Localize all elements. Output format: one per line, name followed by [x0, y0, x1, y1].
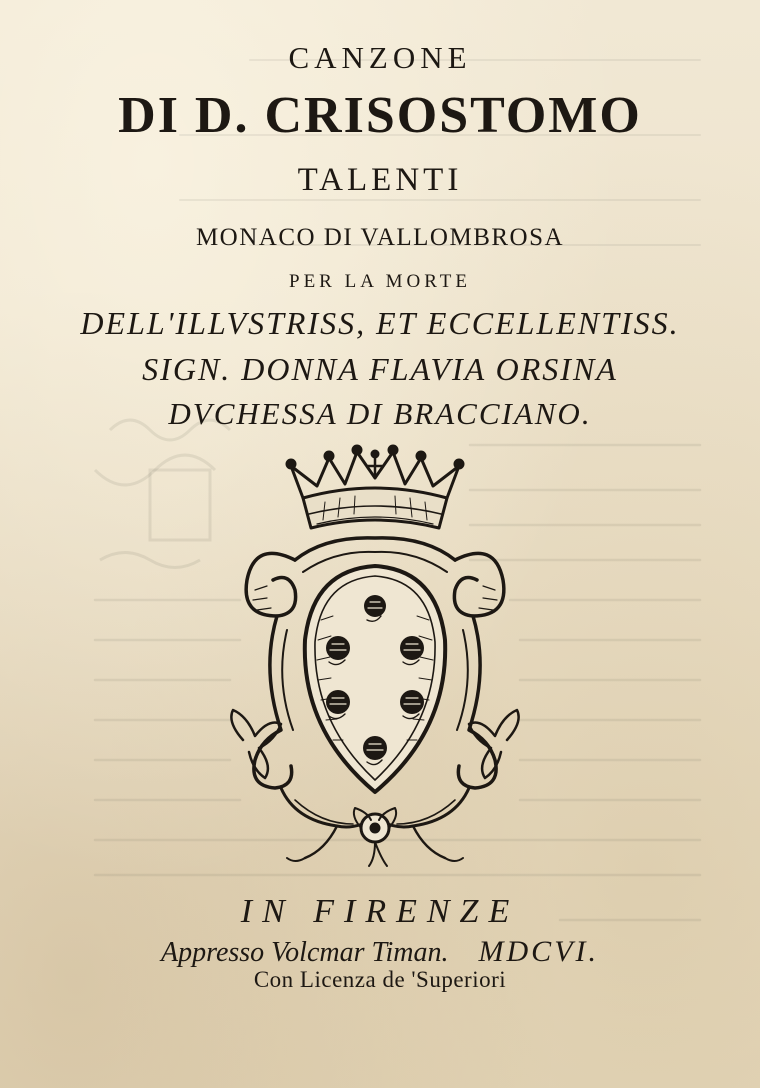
author-name: DI D. CRISOSTOMO [118, 87, 642, 144]
author-order: MONACO DI VALLOMBROSA [195, 224, 565, 251]
imprint-license: Con Licenza de 'Superiori [253, 967, 507, 992]
dedicatee-name: SIGN. DONNA FLAVIA ORSINA [142, 351, 618, 387]
dedicatee-title: DVCHESSA DI BRACCIANO. [168, 396, 592, 431]
author-surname: TALENTI [297, 162, 463, 198]
medici-coat-of-arms-icon [225, 440, 525, 880]
dedicatee-honorific: DELL'ILLVSTRISS, ET ECCELLENTISS. [80, 305, 680, 341]
title-canzone: CANZONE [288, 40, 472, 75]
imprint-printer: Appresso Volcmar Timan. [160, 937, 449, 968]
imprint-line [0, 935, 760, 969]
occasion-line: PER LA MORTE [289, 271, 471, 292]
imprint-city: IN FIRENZE [240, 893, 520, 930]
imprint-year: MDCVI. [478, 935, 600, 968]
